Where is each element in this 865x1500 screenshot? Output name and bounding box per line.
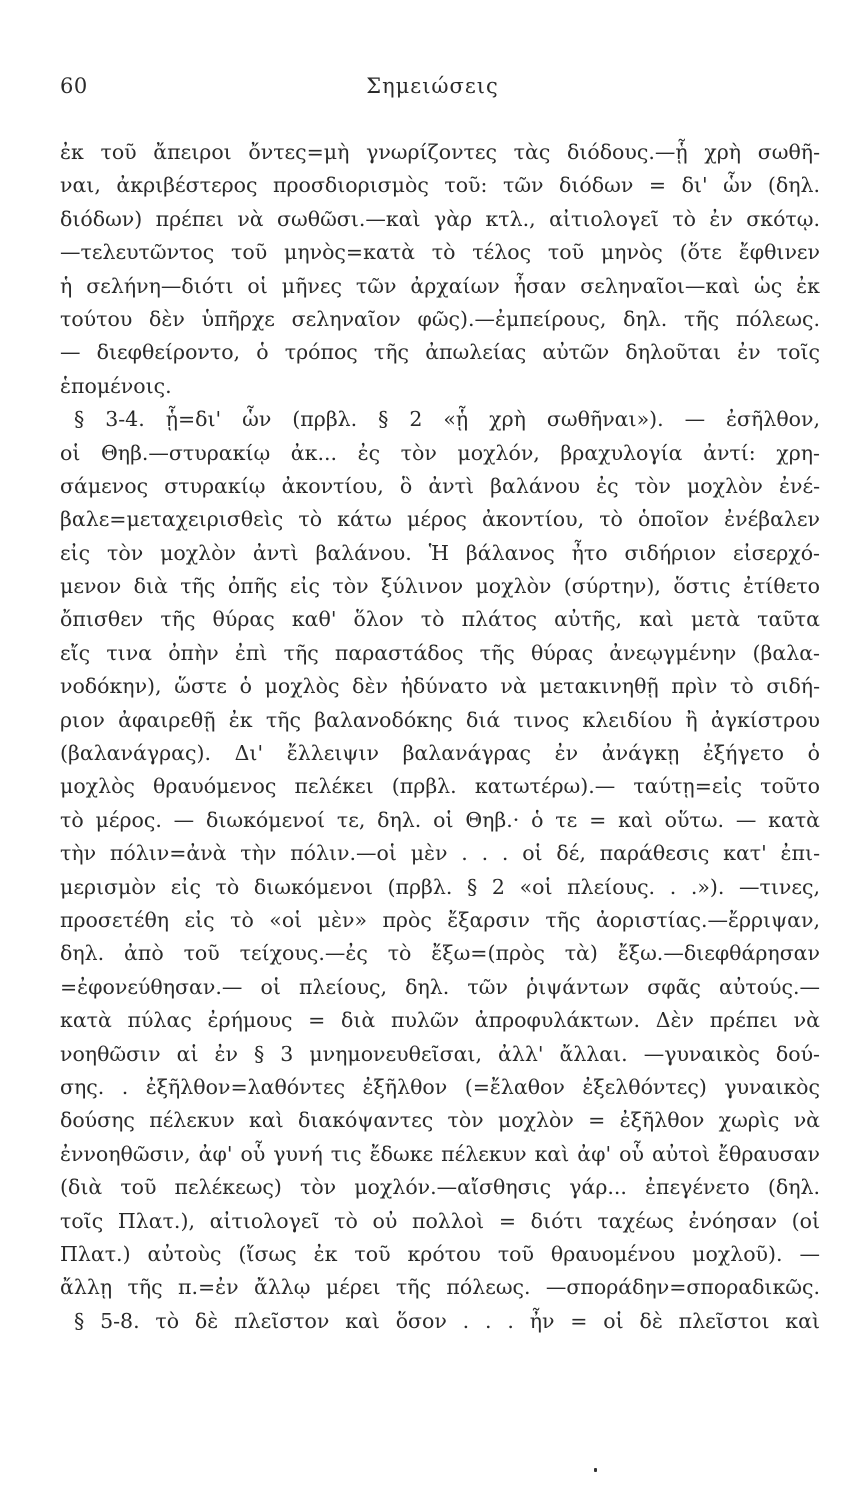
text-line: ὄπισθεν τῆς θύρας καθ' ὅλον τὸ πλάτος αὐτῆς, καὶ μετὰ ταῦτα xyxy=(60,607,820,632)
running-title: Σημειώσεις xyxy=(366,74,499,98)
text-line: ἐννοηθῶσιν, ἀφ' οὗ γυνή τις ἔδωκε πέλεκυν καὶ ἀφ' οὗ αὐτοὶ ἔθραυσαν xyxy=(60,1141,820,1166)
text-line: § 5-8. τὸ δὲ πλεῖστον καὶ ὅσον . . . ἦν = οἱ δὲ πλεῖστοι καὶ xyxy=(74,1308,820,1333)
page-header xyxy=(0,74,865,104)
text-line: προσετέθη εἰς τὸ «οἱ μὲν» πρὸς ἔξαρσιν τῆς ἀοριστίας.—ἔρριψαν, xyxy=(60,907,820,932)
text-line: —τελευτῶντος τοῦ μηνὸς=κατὰ τὸ τέλος τοῦ μηνὸς (ὅτε ἔφθινεν xyxy=(60,240,820,265)
text-line: ριον ἀφαιρεθῇ ἐκ τῆς βαλανοδόκης διά τινος κλειδίου ἢ ἀγκίστρου xyxy=(60,707,820,732)
text-line: ἡ σελήνη—διότι οἱ μῆνες τῶν ἀρχαίων ἦσαν σεληναῖοι—καὶ ὡς ἐκ xyxy=(60,273,820,298)
text-line: νοηθῶσιν αἱ ἐν § 3 μνημονευθεῖσαι, ἀλλ' ἄλλαι. —γυναικὸς δού- xyxy=(60,1041,820,1066)
text-line: εἴς τινα ὀπὴν ἐπὶ τῆς παραστάδος τῆς θύρας ἀνεῳγμένην (βαλα- xyxy=(60,640,820,665)
text-line: (βαλανάγρας). Δι' ἔλλειψιν βαλανάγρας ἐν ἀνάγκῃ ἐξήγετο ὁ xyxy=(60,741,820,766)
commentary-text xyxy=(60,136,820,1338)
text-line: μενον διὰ τῆς ὀπῆς εἰς τὸν ξύλινον μοχλὸν (σύρτην), ὅστις ἐτίθετο xyxy=(60,574,820,599)
text-line: μοχλὸς θραυόμενος πελέκει (πρβλ. κατωτέρω).— ταύτῃ=εἰς τοῦτο xyxy=(60,774,820,799)
text-line: βαλε=μεταχειρισθεὶς τὸ κάτω μέρος ἀκοντίου, τὸ ὁποῖον ἐνέβαλεν xyxy=(60,507,820,532)
text-line: σης. . ἐξῆλθον=λαθόντες ἐξῆλθον (=ἔλαθον ἐξελθόντες) γυναικὸς xyxy=(60,1074,820,1099)
text-line: νοδόκην), ὥστε ὁ μοχλὸς δὲν ἠδύνατο νὰ μετακινηθῇ πρὶν τὸ σιδή- xyxy=(60,674,820,699)
text-line: τούτου δὲν ὑπῆρχε σεληναῖον φῶς).—ἐμπείρους, δηλ. τῆς πόλεως. xyxy=(60,306,820,331)
text-line: — διεφθείροντο, ὁ τρόπος τῆς ἀπωλείας αὐτῶν δηλοῦται ἐν τοῖς xyxy=(60,340,820,365)
text-line: =ἐφονεύθησαν.— οἱ πλείους, δηλ. τῶν ῥιψάντων σφᾶς αὐτούς.— xyxy=(60,974,820,999)
text-line: ἄλλῃ τῆς π.=ἐν ἄλλῳ μέρει τῆς πόλεως. —σποράδην=σποραδικῶς. xyxy=(60,1275,820,1300)
text-line: ἑπομένοις. xyxy=(60,373,172,398)
text-line: ἐκ τοῦ ἄπειροι ὄντες=μὴ γνωρίζοντες τὰς διόδους.—ᾗ χρὴ σωθῆ- xyxy=(60,140,820,164)
text-line: τὸ μέρος. — διωκόμενοί τε, δηλ. οἱ Θηβ.· ὁ τε = καὶ οὕτω. — κατὰ xyxy=(60,807,820,832)
text-line: μερισμὸν εἰς τὸ διωκόμενοι (πρβλ. § 2 «οἱ πλείους. . .»). —τινες, xyxy=(60,874,820,899)
ink-speck xyxy=(594,1468,597,1472)
text-line: σάμενος στυρακίῳ ἀκοντίου, ὃ ἀντὶ βαλάνου ἐς τὸν μοχλὸν ἐνέ- xyxy=(60,473,820,498)
text-line: Πλατ.) αὐτοὺς (ἴσως ἐκ τοῦ κρότου τοῦ θραυομένου μοχλοῦ). — xyxy=(60,1241,820,1266)
text-line: εἰς τὸν μοχλὸν ἀντὶ βαλάνου. Ἡ βάλανος ἦτο σιδήριον εἰσερχό- xyxy=(60,540,820,565)
text-line: τὴν πόλιν=ἀνὰ τὴν πόλιν.—οἱ μὲν . . . οἱ δέ, παράθεσις κατ' ἐπι- xyxy=(60,841,820,866)
text-line: δηλ. ἀπὸ τοῦ τείχους.—ἐς τὸ ἔξω=(πρὸς τὰ) ἔξω.—διεφθάρησαν xyxy=(60,941,820,966)
text-line: διόδων) πρέπει νὰ σωθῶσι.—καὶ γὰρ κτλ., αἰτιολογεῖ τὸ ἐν σκότῳ. xyxy=(60,206,820,231)
text-line: ναι, ἀκριβέστερος προσδιορισμὸς τοῦ: τῶν διόδων = δι' ὧν (δηλ. xyxy=(60,173,820,198)
text-line: οἱ Θηβ.—στυρακίῳ ἀκ... ἐς τὸν μοχλόν, βραχυλογία ἀντί: χρη- xyxy=(60,440,820,465)
text-line: δούσης πέλεκυν καὶ διακόψαντες τὸν μοχλὸν = ἐξῆλθον χωρὶς νὰ xyxy=(60,1108,820,1133)
text-line: § 3-4. ᾗ=δι' ὧν (πρβλ. § 2 «ᾗ χρὴ σωθῆναι»). — ἐσῆλθον, xyxy=(74,407,820,432)
page-number: 60 xyxy=(60,74,88,98)
text-line: κατὰ πύλας ἐρήμους = διὰ πυλῶν ἀπροφυλάκτων. Δὲν πρέπει νὰ xyxy=(60,1008,820,1033)
text-line: τοῖς Πλατ.), αἰτιολογεῖ τὸ οὐ πολλοὶ = διότι ταχέως ἐνόησαν (οἱ xyxy=(60,1208,820,1233)
text-line: (διὰ τοῦ πελέκεως) τὸν μοχλόν.—αἴσθησις γάρ... ἐπεγένετο (δηλ. xyxy=(60,1175,820,1200)
